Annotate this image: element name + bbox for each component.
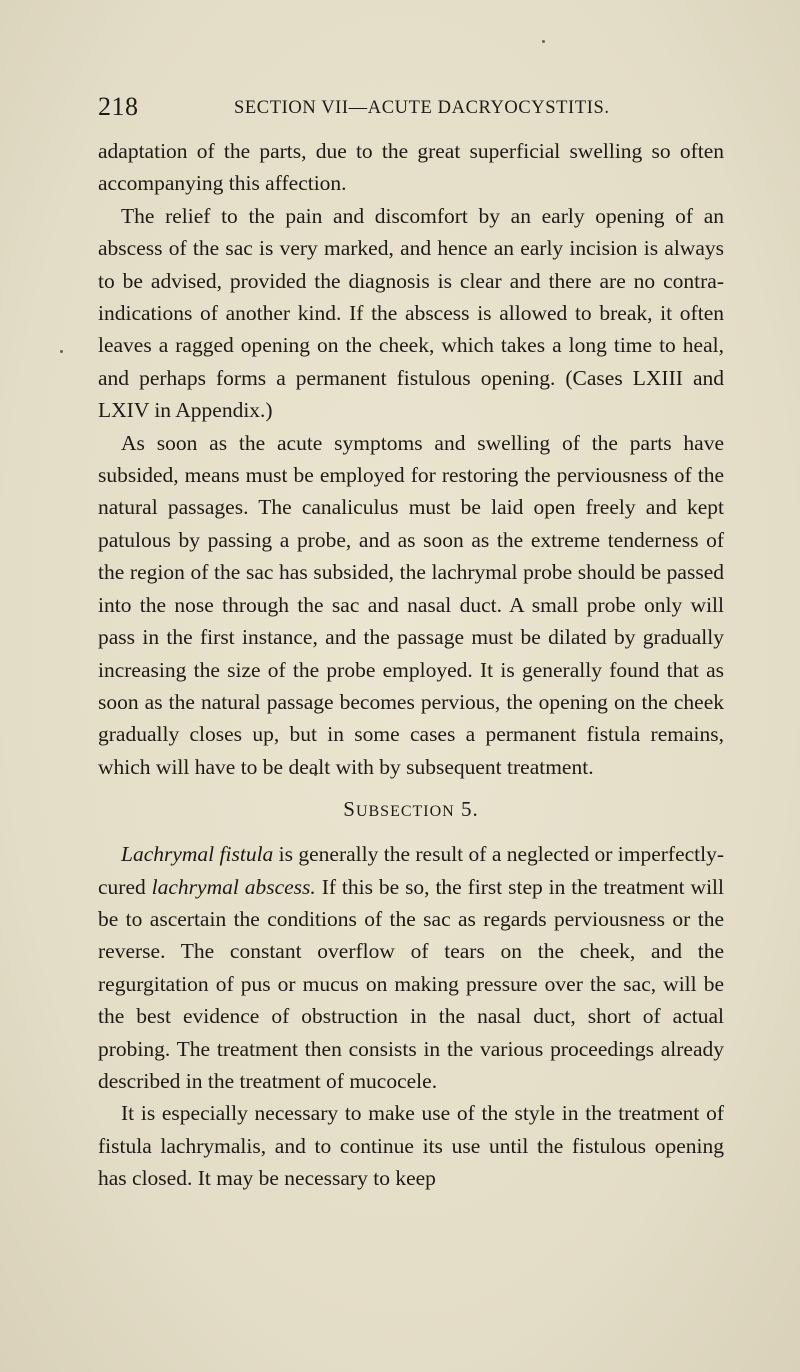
paragraph-continued: adaptation of the parts, due to the great superficial swelling so often accompanying this affection. (98, 139, 724, 196)
page-header (98, 90, 724, 124)
paragraph-style: It is especially necessary to make use of the style in the treatment of fistula lachrymalis, and to continue its use until the fistulous opening has closed. It may be necessary to keep (98, 1101, 724, 1191)
paper-speck (60, 350, 63, 353)
paragraph-lachrymal-fistula (98, 838, 724, 1097)
subsection-number: 5. (460, 797, 479, 822)
paper-speck (542, 40, 545, 43)
term-lachrymal-fistula: Lachrymal fistula (121, 842, 274, 867)
page-number: 218 (98, 92, 139, 121)
subsection-word: UBSECTION (355, 803, 455, 821)
paragraph-relief: The relief to the pain and discomfort by an early opening of an abscess of the sac is very marked, and hence an early incision is always to be advised, provided the diagnosis is clear and there are no contra-indications of another kind. If the abscess is allowed to break, it often leaves a ragged opening on the cheek, which takes a long time to heal, and perhaps forms a permanent fistulous opening. (Cases LXIII and LXIV in Appendix.) (98, 203, 724, 423)
subsection-initial: S (343, 797, 356, 822)
paragraph-text: is generally the result of a neglected or imperfectly-cured (98, 842, 725, 899)
subsection-heading (98, 793, 724, 828)
term-lachrymal-abscess: lachrymal abscess. (151, 874, 316, 899)
paragraph-text: If this be so, the first step in the treatment will be to ascertain the conditions of the sac as regards perviousness or the reverse. The constant overflow of tears on the cheek, and the regurgitation of pus or mucus on making pressure over the sac, will be the best evidence of obstruction in the nasal duct, short of actual probing. The treatment then consists in the various proceedings already described in the treatment of mucocele. (98, 874, 724, 1093)
paragraph-acute-symptoms: As soon as the acute symptoms and swelling of the parts have subsided, means must be employed for restoring the perviousness of the natural passages. The canaliculus must be laid open freely and kept patulous by passing a probe, and as soon as the extreme tenderness of the region of the sac has subsided, the lachrymal probe should be passed into the nose through the sac and nasal duct. A small probe only will pass in the first instance, and the passage must be dilated by gradually increasing the size of the probe employed. It is generally found that as soon as the natural passage becomes pervious, the opening on the cheek gradually closes up, but in some cases a permanent fistula remains, which will have to be dealt with by subsequent treatment. (98, 430, 724, 779)
body-text (98, 135, 724, 1195)
running-head: SECTION VII—ACUTE DACRYOCYSTITIS. (234, 98, 610, 118)
